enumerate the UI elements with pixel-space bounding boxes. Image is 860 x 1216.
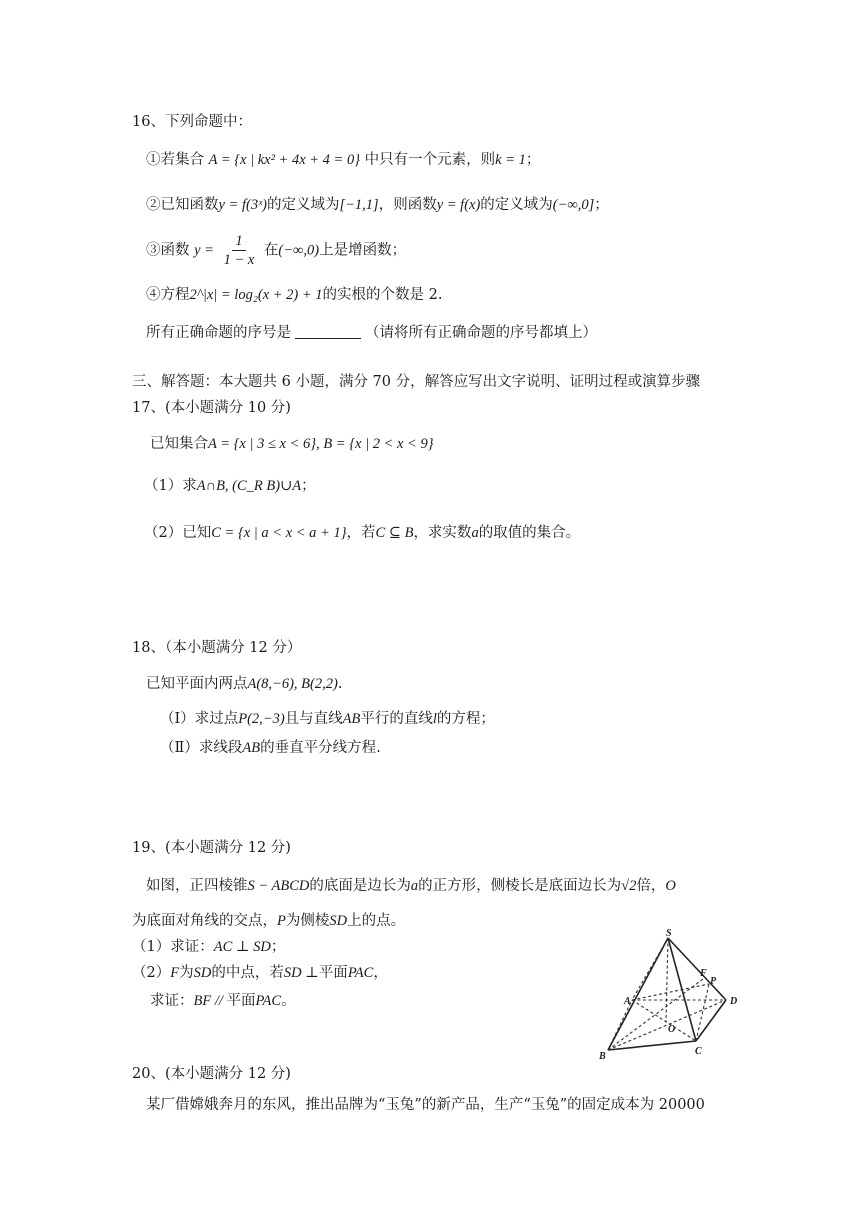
section-3-heading: 三、解答题：本大题共 6 小题，满分 70 分，解答应写出文字说明、证明过程或演算步骤	[132, 374, 701, 390]
q16-item-1: ①若集合 A = {x | kx² + 4x + 4 = 0} 中只有一个元素，则k = 1；	[146, 152, 541, 168]
q16-title: 16、下列命题中：	[132, 114, 252, 130]
q19-title: 19、(本小题满分 12 分)	[132, 840, 291, 856]
q19-part-1: （1）求证：AC ⊥ SD；	[132, 939, 286, 955]
q17-title: 17、(本小题满分 10 分)	[132, 400, 291, 416]
q18-part-1: （Ⅰ）求过点P(2,−3)且与直线AB平行的直线l的方程；	[160, 711, 495, 727]
label-b: B	[599, 1051, 606, 1062]
line-ap	[632, 984, 709, 1000]
fraction: $\frac{1}{1 - x}$	[223, 233, 255, 268]
q16-item-2: ②已知函数y = f(3ˣ)的定义域为[−1,1]，则函数y = f(x)的定义域为(−∞,0]；	[146, 197, 609, 213]
q16-ask: 所有正确命题的序号是 （请将所有正确命题的序号都填上）	[146, 325, 597, 341]
q20-line-1: 某厂借嫦娥奔月的东风，推出品牌为“玉兔”的新产品，生产“玉兔”的固定成本为 20000	[146, 1097, 705, 1113]
edge-bc	[608, 1041, 696, 1050]
q18-given: 已知平面内两点A(8,−6), B(2,2).	[146, 676, 343, 692]
label-a: A	[624, 996, 631, 1007]
q16-item-4: ④方程2^|x| = log₂(x + 2) + 1的实根的个数是 2.	[146, 287, 443, 303]
label-d: D	[730, 996, 738, 1007]
q18-part-2: （Ⅱ）求线段AB的垂直平分线方程.	[160, 740, 381, 756]
answer-blank	[295, 324, 361, 339]
q16-item-3: ③函数 y = $\frac{1}{1 - x}$ 在(−∞,0)上是增函数；	[146, 233, 407, 268]
height-so	[666, 938, 668, 1022]
q19-line-2: 为底面对角线的交点，P为侧棱SD上的点。	[132, 913, 406, 929]
q17-part-1: （1）求A∩B, (C_R B)∪A；	[144, 478, 316, 494]
label-f: F	[700, 968, 707, 979]
edge-ba	[608, 1000, 632, 1050]
pyramid-figure	[596, 928, 746, 1068]
q19-part-2-proof: 求证：BF // 平面PAC。	[150, 993, 296, 1009]
label-s: S	[666, 928, 672, 939]
label-o: O	[668, 1024, 676, 1035]
q19-line-1: 如图，正四棱锥S − ABCD的底面是边长为a的正方形，侧棱长是底面边长为√2倍，O	[146, 878, 676, 894]
q18-title: 18、（本小题满分 12 分）	[132, 640, 302, 656]
q17-part-2: （2）已知C = {x | a < x < a + 1}，若C ⊆ B，求实数a的取值的集合。	[144, 525, 581, 541]
label-c: C	[695, 1046, 702, 1057]
q19-part-2: （2）F为SD的中点，若SD ⊥平面PAC，	[132, 965, 388, 981]
label-p: P	[710, 976, 717, 987]
q20-title: 20、(本小题满分 12 分)	[132, 1066, 291, 1082]
q17-given: 已知集合A = {x | 3 ≤ x < 6}, B = {x | 2 < x < 9}	[150, 436, 434, 452]
